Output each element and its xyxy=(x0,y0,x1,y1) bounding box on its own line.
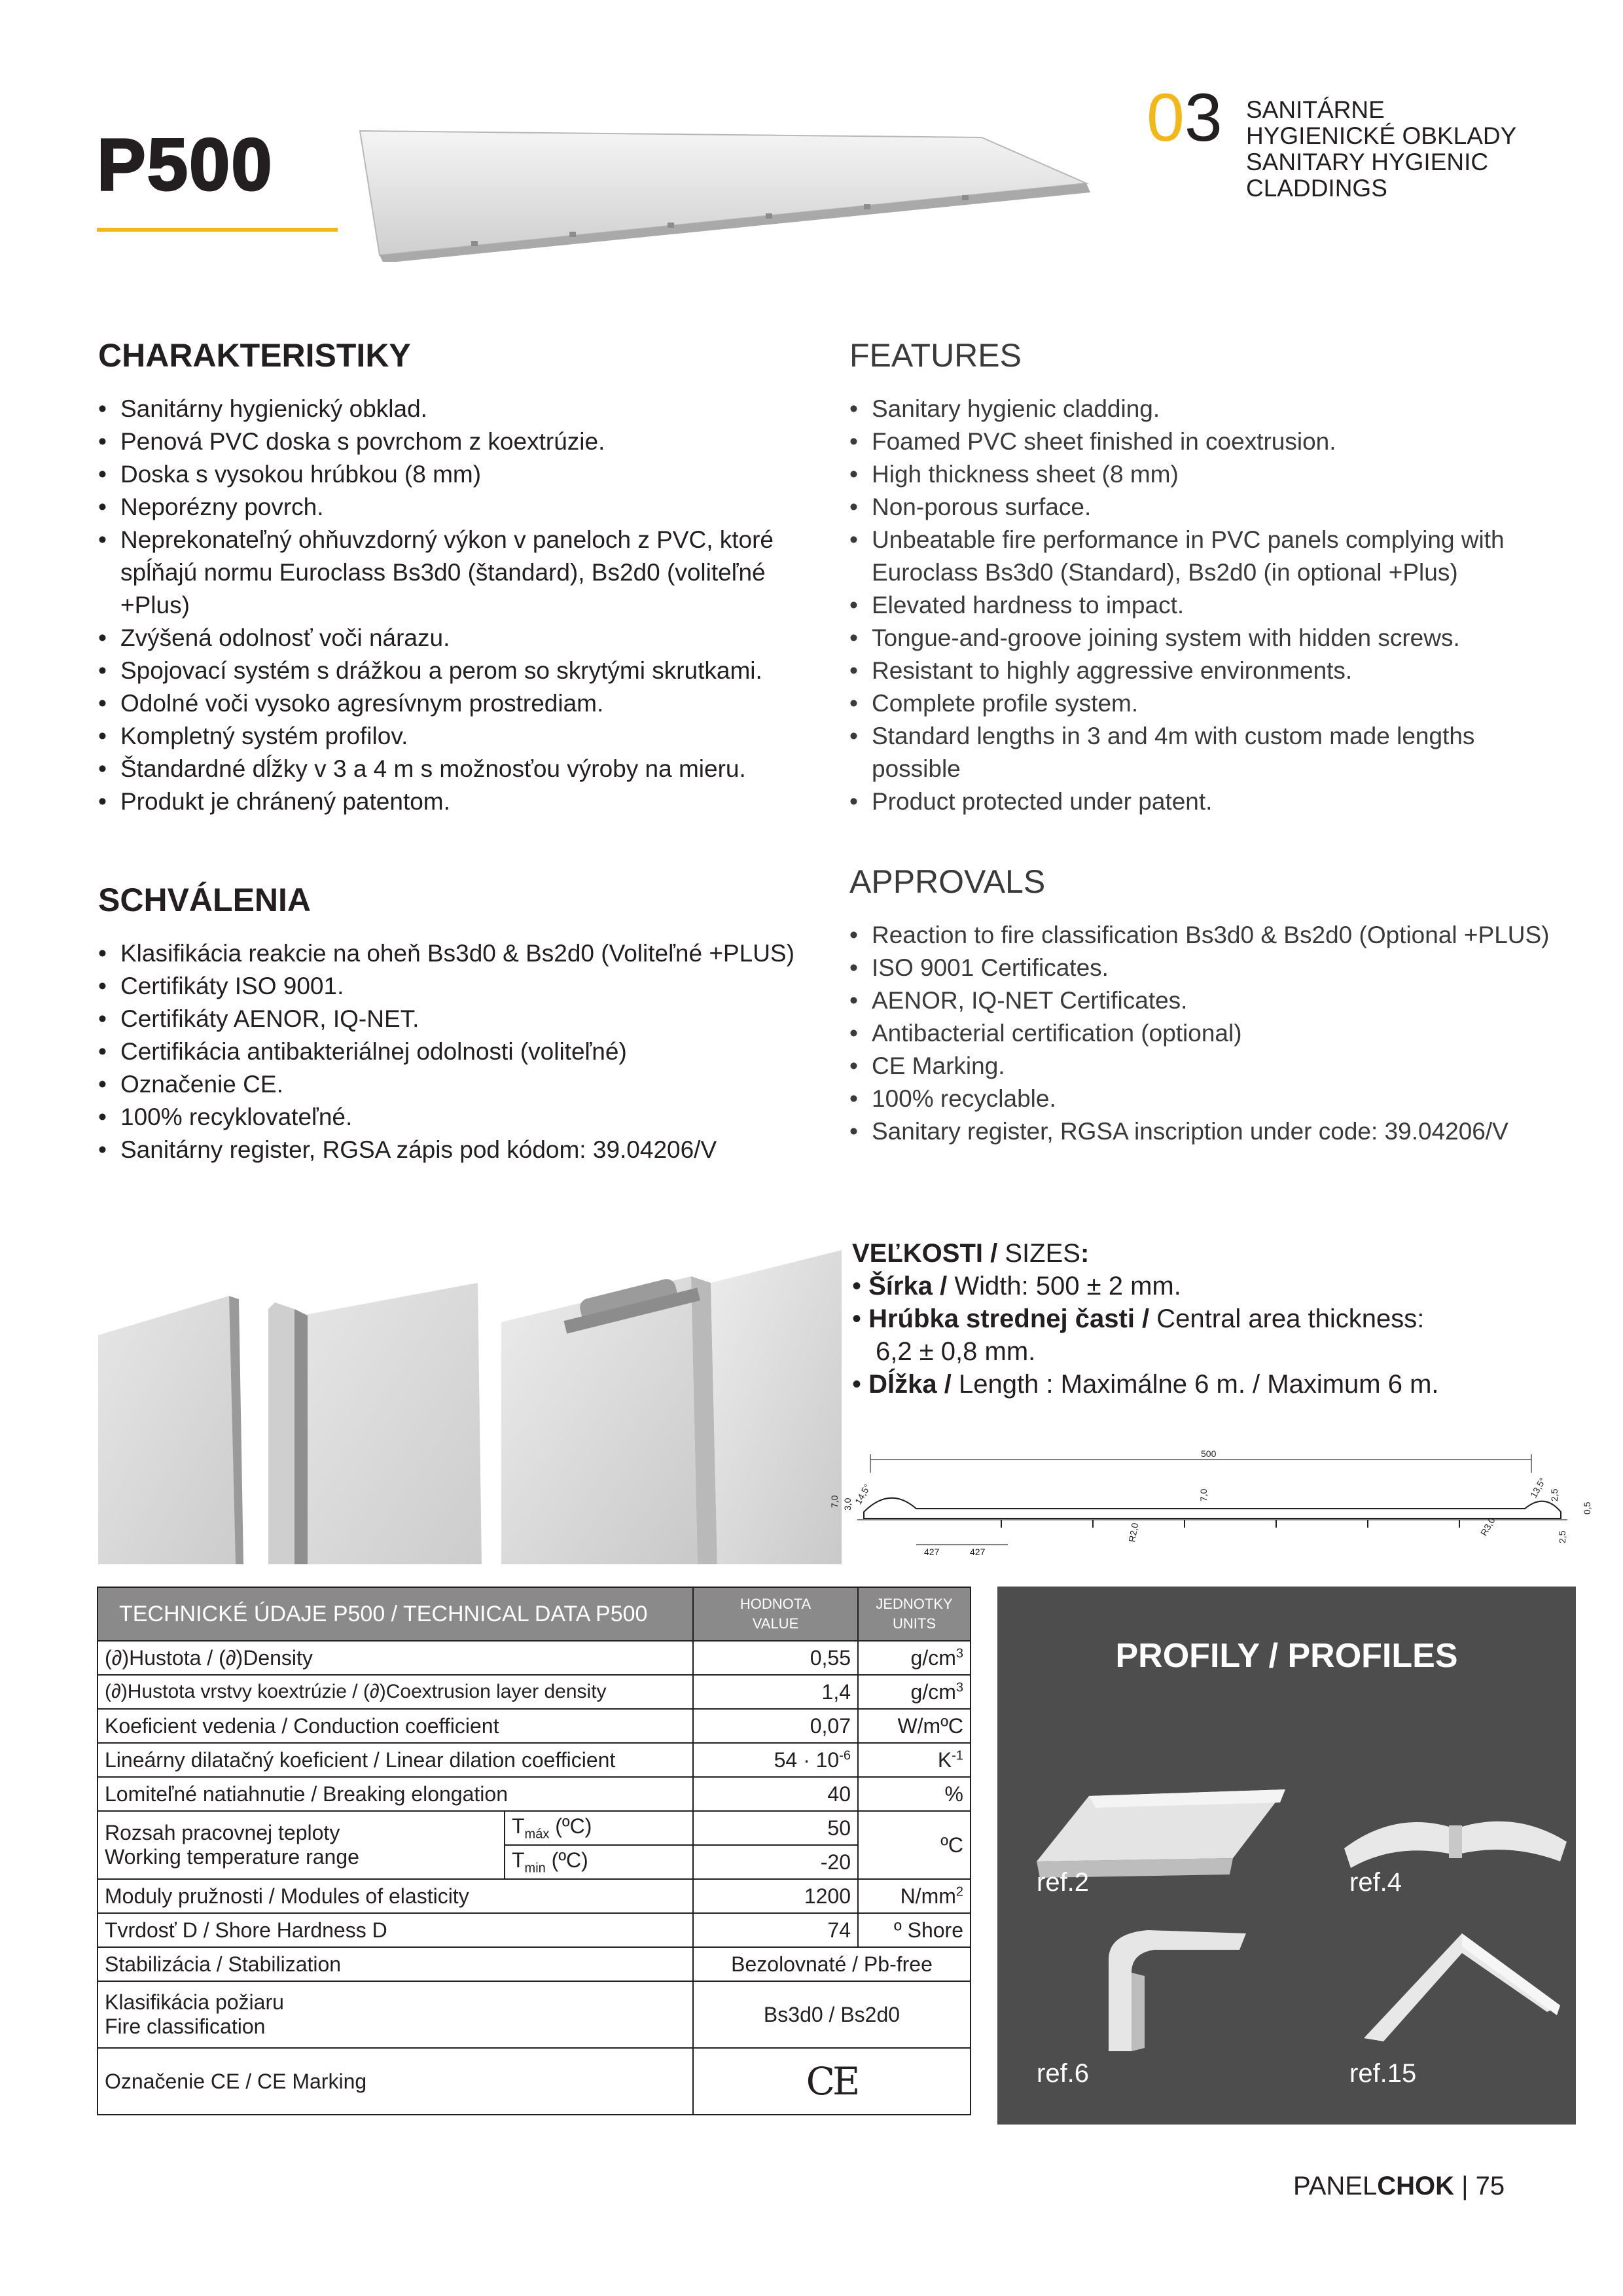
list-item: • Reaction to fire classification Bs3d0 & Bs2d0 (Optional +PLUS) xyxy=(849,919,1556,952)
drawing-dim-05: 0,5 xyxy=(1582,1501,1592,1515)
profile-technical-drawing xyxy=(818,1446,1603,1558)
drawing-dim-r20: R2,0 xyxy=(1126,1522,1141,1543)
list-item: • Certifikácia antibakteriálnej odolnosti (voliteľné) xyxy=(98,1035,805,1068)
col-units-header: JEDNOTKY UNITS xyxy=(858,1587,971,1641)
heading-approvals: APPROVALS xyxy=(849,863,1046,900)
list-item: • Spojovací systém s drážkou a perom so skrytými skrutkami. xyxy=(98,655,818,687)
footer-brand-thin: PANEL xyxy=(1293,2172,1378,2200)
fire-classification-value: Bs3d0 / Bs2d0 xyxy=(693,1981,971,2048)
list-item: • ISO 9001 Certificates. xyxy=(849,952,1556,984)
sizes-block xyxy=(852,1237,1572,1401)
section-title-line: SANITÁRNE xyxy=(1246,96,1385,123)
footer-separator: | xyxy=(1454,2172,1476,2200)
list-item: • Kompletný systém profilov. xyxy=(98,720,818,753)
drawing-dim-427a: 427 xyxy=(924,1547,940,1557)
table-title: TECHNICKÉ ÚDAJE P500 / TECHNICAL DATA P500 xyxy=(98,1587,693,1641)
list-item: • 100% recyclable. xyxy=(849,1083,1556,1115)
size-length: • Dĺžka / Length : Maximálne 6 m. / Maximum 6 m. xyxy=(852,1370,1439,1399)
list-item: • Sanitary hygienic cladding. xyxy=(849,393,1569,425)
list-features xyxy=(849,393,1569,818)
row-value: 0,07 xyxy=(693,1709,858,1743)
table-row xyxy=(98,1879,971,1913)
table-row xyxy=(98,1981,971,2048)
ce-mark-icon: CE xyxy=(693,2048,971,2115)
size-thickness-value: 6,2 ± 0,8 mm. xyxy=(876,1337,1036,1366)
list-item: • Zvýšená odolnosť voči nárazu. xyxy=(98,622,818,655)
drawing-dim-25b: 2,5 xyxy=(1557,1530,1567,1543)
row-value: 1,4 xyxy=(693,1675,858,1709)
section-title-line: CLADDINGS xyxy=(1246,175,1387,202)
table-row xyxy=(98,1913,971,1947)
panel-product-image xyxy=(353,111,1099,262)
drawing-dim-427b: 427 xyxy=(970,1547,986,1557)
list-item: • Certifikáty ISO 9001. xyxy=(98,970,805,1003)
list-item: • Standard lengths in 3 and 4m with custom made lengths possible xyxy=(849,720,1569,785)
title-underline xyxy=(97,228,338,232)
drawing-dim-r30: R3,0 xyxy=(1478,1515,1497,1538)
page-title: P500 xyxy=(97,124,274,206)
list-approvals xyxy=(849,919,1556,1148)
panel-edge-photo xyxy=(98,1283,482,1564)
list-item: • CE Marking. xyxy=(849,1050,1556,1083)
list-item: • Penová PVC doska s povrchom z koextrúzie. xyxy=(98,425,818,458)
profile-ref2-label: ref.2 xyxy=(1037,1868,1090,1897)
footer-brand-bold: CHOK xyxy=(1377,2172,1454,2200)
list-item: • Foamed PVC sheet finished in coextrusion. xyxy=(849,425,1569,458)
sizes-heading: VEĽKOSTI / SIZES: xyxy=(852,1239,1090,1268)
drawing-dim-7-mid: 7,0 xyxy=(1198,1488,1209,1501)
profile-ref6-label: ref.6 xyxy=(1037,2059,1090,2088)
profile-ref4-label: ref.4 xyxy=(1349,1868,1402,1897)
technical-data-table xyxy=(97,1587,971,2115)
row-value: 40 xyxy=(693,1777,858,1811)
list-item: • Sanitárny hygienický obklad. xyxy=(98,393,818,425)
section-title xyxy=(1246,97,1516,202)
list-item: • Antibacterial certification (optional) xyxy=(849,1017,1556,1050)
profiles-panel xyxy=(997,1587,1576,2125)
list-item: • Neprekonateľný ohňuvzdorný výkon v paneloch z PVC, ktoré spĺňajú normu Euroclass Bs3d0 (štandard), Bs2d0 (voliteľné +Plus) xyxy=(98,524,818,622)
row-label: Tvrdosť D / Shore Hardness D xyxy=(98,1913,693,1947)
list-item: • Produkt je chránený patentom. xyxy=(98,785,818,818)
list-item: • Unbeatable fire performance in PVC panels complying with Euroclass Bs3d0 (Standard), Bs2d0 (in optional +Plus) xyxy=(849,524,1569,589)
temp-unit: ºC xyxy=(858,1811,971,1879)
list-item: • Odolné voči vysoko agresívnym prostrediam. xyxy=(98,687,818,720)
drawing-dim-25a: 2,5 xyxy=(1549,1488,1560,1501)
drawing-dim-7-left: 7,0 xyxy=(829,1495,840,1508)
profile-ref2-image xyxy=(1037,1783,1285,1881)
profiles-title: PROFILY / PROFILES xyxy=(1115,1637,1458,1675)
row-label: Moduly pružnosti / Modules of elasticity xyxy=(98,1879,693,1913)
list-item: • Neporézny povrch. xyxy=(98,491,818,524)
tmax-label: $T_{máx}$ (ºC) xyxy=(505,1811,693,1845)
row-label: Lomiteľné natiahnutie / Breaking elongation xyxy=(98,1777,693,1811)
list-item: • Resistant to highly aggressive environments. xyxy=(849,655,1569,687)
table-row xyxy=(98,1641,971,1675)
profile-ref15-label: ref.15 xyxy=(1349,2059,1417,2088)
row-unit: $K^{-1}$ xyxy=(858,1743,971,1777)
table-row xyxy=(98,1675,971,1709)
table-row xyxy=(98,1811,971,1845)
list-item: • Elevated hardness to impact. xyxy=(849,589,1569,622)
table-row xyxy=(98,1709,971,1743)
stabilization-value: Bezolovnaté / Pb-free xyxy=(693,1947,971,1981)
row-unit: W/mºC xyxy=(858,1709,971,1743)
section-title-line: HYGIENICKÉ OBKLADY xyxy=(1246,122,1517,149)
row-label: (∂)Hustota vrstvy koextrúzie / (∂)Coextrusion layer density xyxy=(98,1675,693,1709)
heading-schvalenia: SCHVÁLENIA xyxy=(98,882,312,918)
panel-joint-photo xyxy=(501,1250,842,1564)
drawing-dim-135-right: 13,5° xyxy=(1527,1475,1548,1500)
heading-charakteristiky: CHARAKTERISTIKY xyxy=(98,337,411,374)
list-item: • Označenie CE. xyxy=(98,1068,805,1101)
temp-range-label: Rozsah pracovnej teploty Working temperature range xyxy=(98,1811,505,1879)
row-value: $54 \cdot 10^{-6}$ xyxy=(693,1743,858,1777)
list-schvalenia xyxy=(98,937,805,1166)
row-value: 74 xyxy=(693,1913,858,1947)
col-value-header: HODNOTA VALUE xyxy=(693,1587,858,1641)
row-unit: $g/cm^3$ xyxy=(858,1675,971,1709)
row-unit: $N/mm^2$ xyxy=(858,1879,971,1913)
page-footer xyxy=(1293,2172,1505,2201)
row-value: 1200 xyxy=(693,1879,858,1913)
list-item: • Certifikáty AENOR, IQ-NET. xyxy=(98,1003,805,1035)
row-unit: $g/cm^3$ xyxy=(858,1641,971,1675)
stabilization-label: Stabilizácia / Stabilization xyxy=(98,1947,693,1981)
list-item: • 100% recyklovateľné. xyxy=(98,1101,805,1134)
row-unit: % xyxy=(858,1777,971,1811)
list-charakteristiky xyxy=(98,393,818,818)
tmin-value: -20 xyxy=(693,1845,858,1879)
table-row xyxy=(98,2048,971,2115)
list-item: • Product protected under patent. xyxy=(849,785,1569,818)
list-item: • Sanitárny register, RGSA zápis pod kódom: 39.04206/V xyxy=(98,1134,805,1166)
profile-ref15-image xyxy=(1364,1927,1560,2045)
row-unit: º Shore xyxy=(858,1913,971,1947)
profile-ref6-image xyxy=(1096,1920,1253,2058)
list-item: • Klasifikácia reakcie na oheň Bs3d0 & Bs2d0 (Voliteľné +PLUS) xyxy=(98,937,805,970)
tmax-value: 50 xyxy=(693,1811,858,1845)
row-label: Lineárny dilatačný koeficient / Linear dilation coefficient xyxy=(98,1743,693,1777)
list-item: • Tongue-and-groove joining system with hidden screws. xyxy=(849,622,1569,655)
fire-classification-label: Klasifikácia požiaru Fire classification xyxy=(98,1981,693,2048)
row-label: (∂)Hustota / (∂)Density xyxy=(98,1641,693,1675)
size-thickness: • Hrúbka strednej časti / Central area thickness: xyxy=(852,1304,1425,1333)
list-item: • AENOR, IQ-NET Certificates. xyxy=(849,984,1556,1017)
list-item: • Štandardné dĺžky v 3 a 4 m s možnosťou výroby na mieru. xyxy=(98,753,818,785)
list-item: • Non-porous surface. xyxy=(849,491,1569,524)
table-row xyxy=(98,1743,971,1777)
ce-marking-label: Označenie CE / CE Marking xyxy=(98,2048,693,2115)
list-item: • Doska s vysokou hrúbkou (8 mm) xyxy=(98,458,818,491)
drawing-dim-total: 500 xyxy=(1201,1448,1217,1459)
table-header-row xyxy=(98,1587,971,1641)
table-row xyxy=(98,1777,971,1811)
drawing-dim-3-left: 3,0 xyxy=(842,1498,853,1511)
list-item: • High thickness sheet (8 mm) xyxy=(849,458,1569,491)
list-item: • Complete profile system. xyxy=(849,687,1569,720)
section-number: 03 xyxy=(1147,80,1222,156)
tmin-label: $T_{min}$ (ºC) xyxy=(505,1845,693,1879)
table-row xyxy=(98,1947,971,1981)
row-label: Koeficient vedenia / Conduction coefficient xyxy=(98,1709,693,1743)
drawing-dim-145-left: 14,5° xyxy=(852,1482,873,1507)
heading-features: FEATURES xyxy=(849,337,1022,374)
row-value: 0,55 xyxy=(693,1641,858,1675)
section-title-line: SANITARY HYGIENIC xyxy=(1246,149,1489,175)
size-width: • Šírka / Width: 500 ± 2 mm. xyxy=(852,1272,1181,1300)
page-number: 75 xyxy=(1475,2172,1505,2200)
list-item: • Sanitary register, RGSA inscription under code: 39.04206/V xyxy=(849,1115,1556,1148)
